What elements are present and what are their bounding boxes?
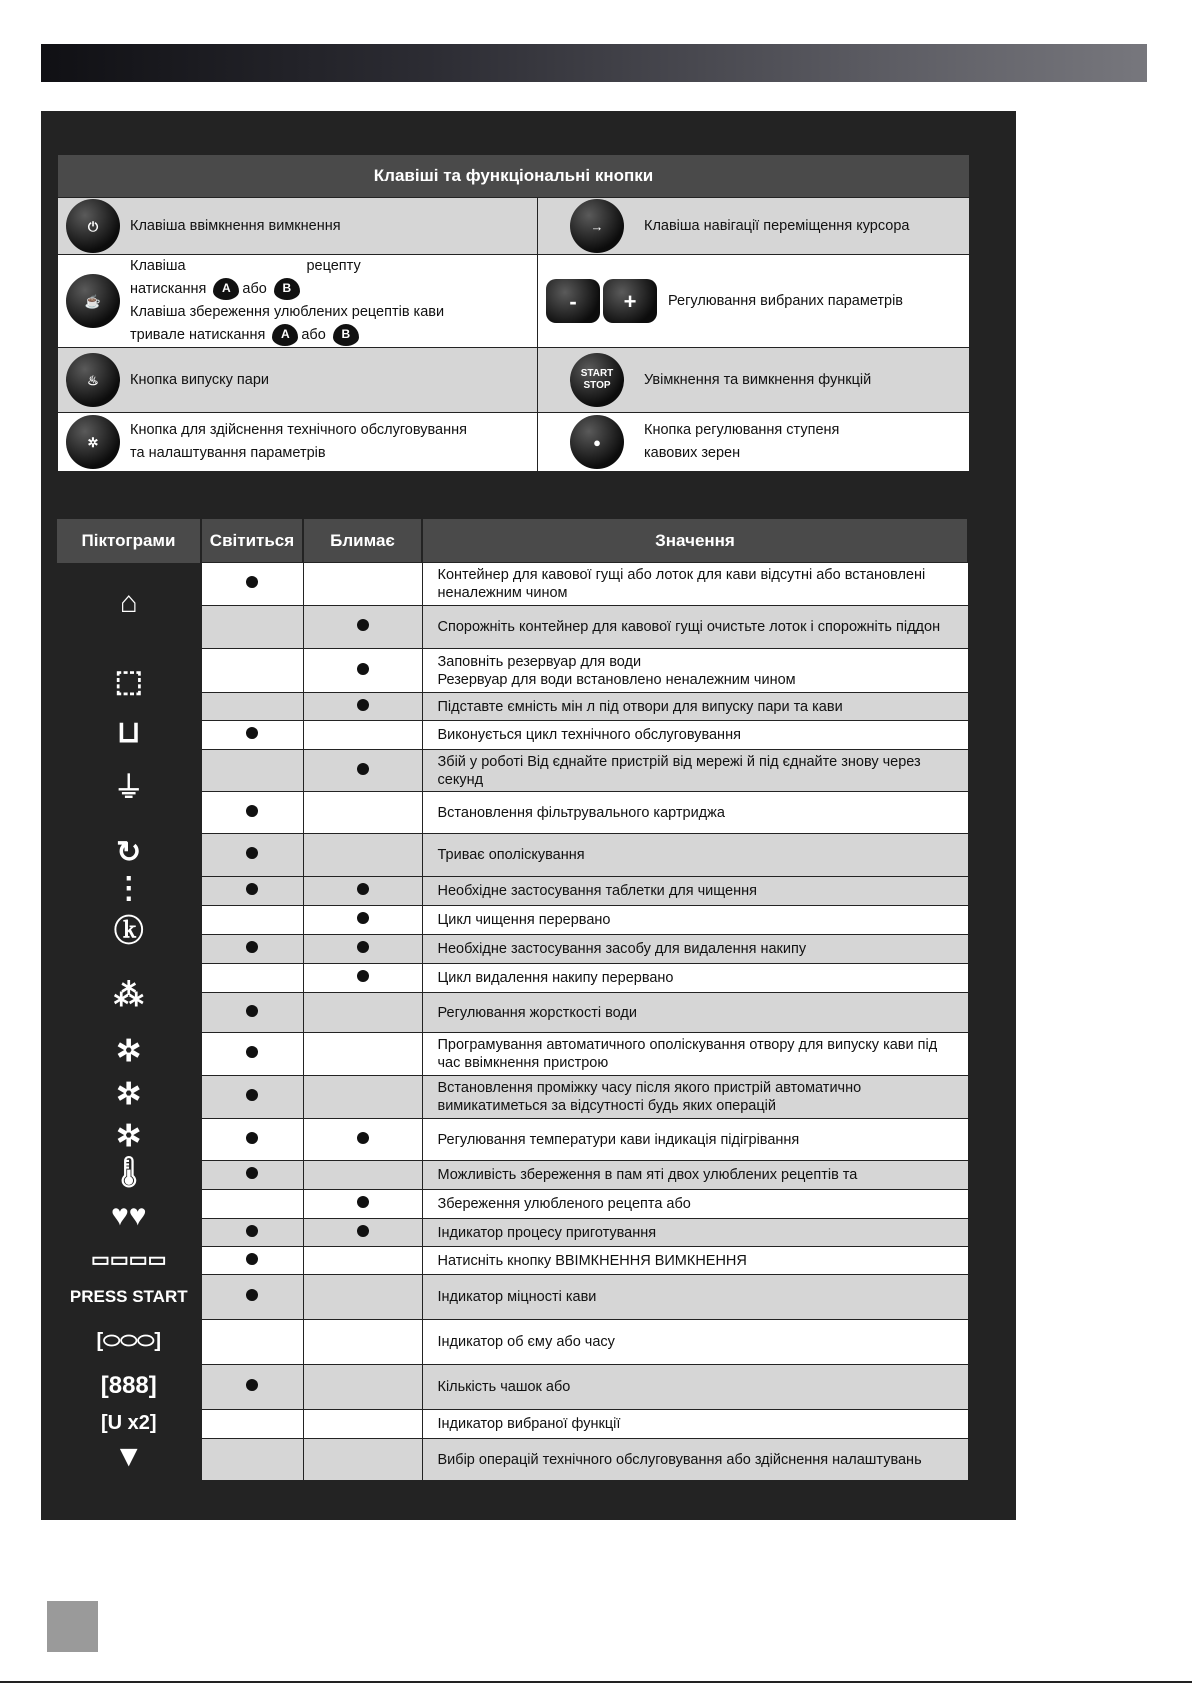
lit-cell: [201, 606, 303, 649]
blink-cell: [303, 935, 422, 964]
lit-cell: [201, 792, 303, 834]
or-label: або: [242, 281, 267, 297]
heart-a-icon: A: [213, 278, 239, 300]
table-row: [57, 964, 968, 993]
table-row: [57, 1320, 968, 1365]
bottom-rule: [0, 1681, 1192, 1683]
blink-cell: [303, 1410, 422, 1439]
grind-label-1: Кнопка регулювання ступеня: [644, 422, 840, 438]
header-bar: [41, 44, 1147, 82]
col-header-blink: Блимає: [303, 519, 422, 563]
blink-cell: [303, 1365, 422, 1410]
blink-cell: [303, 563, 422, 606]
meaning-cell: Регулювання жорсткості води: [422, 993, 968, 1033]
blink-cell: [303, 1119, 422, 1161]
lit-cell: [201, 1190, 303, 1219]
lit-cell: [201, 1275, 303, 1320]
water-container-icon: ⊔: [117, 715, 141, 749]
table-row: [57, 1076, 968, 1119]
maintenance-gear-icon: ✲: [66, 415, 120, 469]
heart-a-icon: A: [272, 324, 298, 346]
meaning-cell: Необхідне застосування засобу для видалення накипу: [422, 935, 968, 964]
power-key-label: Клавіша ввімкнення вимкнення: [130, 217, 341, 234]
blink-cell: [303, 1161, 422, 1190]
table-row: [57, 750, 968, 792]
blink-cell: [303, 606, 422, 649]
press-start-icon: [70, 1287, 188, 1306]
progress-bar-icon: ▭▭▭▭: [90, 1248, 167, 1271]
descale-icon: ⁂: [113, 978, 144, 1012]
lit-dot: [246, 1253, 258, 1265]
table-row: [57, 563, 968, 606]
meaning-cell: Встановлення проміжку часу після якого пристрій автоматично вимикатиметься за відсутності будь яких операцій: [422, 1076, 968, 1119]
steam-icon: ♨: [66, 353, 120, 407]
meaning-cell: Виконується цикл технічного обслуговування: [422, 721, 968, 750]
page-corner-marker: [47, 1601, 98, 1652]
lit-dot: [246, 883, 258, 895]
heart-b-icon: B: [274, 278, 300, 300]
table-row: [57, 877, 968, 906]
lit-cell: [201, 1320, 303, 1365]
navigation-key-label: Клавіша навігації переміщення курсора: [644, 217, 910, 234]
lit-dot: [246, 1225, 258, 1237]
start-text: START: [580, 368, 614, 379]
lit-cell: [201, 1119, 303, 1161]
power-icon: ⏻: [66, 199, 120, 253]
table-row: [57, 1161, 968, 1190]
lit-cell: [201, 1033, 303, 1076]
coffee-strength-icon: [⬭⬭⬭]: [96, 1330, 162, 1352]
auto-off-gear-icon: ✲: [116, 1120, 142, 1153]
blink-dot: [357, 1132, 369, 1144]
blink-cell: [303, 1320, 422, 1365]
lit-dot: [246, 805, 258, 817]
table-row: [57, 1119, 968, 1161]
rinse-gear-icon: ✲: [116, 1077, 142, 1111]
thermometer-icon: 🌡: [109, 1155, 148, 1189]
meaning-cell: Триває ополіскування: [422, 834, 968, 877]
cups-icon: [U x2]: [100, 1412, 157, 1434]
lit-cell: [201, 1247, 303, 1275]
meaning-cell: Індикатор міцності кави: [422, 1275, 968, 1320]
lit-cell: [201, 1076, 303, 1119]
lit-dot: [246, 727, 258, 739]
table-row: [57, 649, 968, 693]
lit-dot: [246, 1379, 258, 1391]
blink-cell: [303, 1190, 422, 1219]
lit-cell: [201, 693, 303, 721]
lit-cell: [201, 1439, 303, 1481]
adjust-label: Регулювання вибраних параметрів: [668, 292, 904, 309]
blink-cell: [303, 906, 422, 935]
meaning-cell: Цикл чищення перервано: [422, 906, 968, 935]
table-row: [57, 834, 968, 877]
meaning-cell: Заповніть резервуар для води Резервуар для води встановлено неналежним чином: [422, 649, 968, 693]
lit-dot: [246, 1005, 258, 1017]
meaning-cell: Індикатор об єму або часу: [422, 1320, 968, 1365]
lit-dot: [246, 847, 258, 859]
maintenance-label-2: та налаштування параметрів: [130, 445, 326, 461]
heart-ab-icon: ♥♥: [110, 1198, 147, 1232]
blink-cell: [303, 1247, 422, 1275]
table-row: [57, 906, 968, 935]
blink-dot: [357, 763, 369, 775]
blink-cell: [303, 792, 422, 834]
recipe-key-label: Клавіша рецепту: [130, 258, 361, 274]
start-text: START: [132, 1286, 188, 1306]
blink-cell: [303, 964, 422, 993]
lit-cell: [201, 834, 303, 877]
plus-icon: +: [603, 279, 657, 323]
meaning-cell: Індикатор вибраної функції: [422, 1410, 968, 1439]
lit-cell: [201, 993, 303, 1033]
lit-dot: [246, 941, 258, 953]
blink-dot: [357, 1225, 369, 1237]
col-header-lit: Світиться: [201, 519, 303, 563]
blink-cell: [303, 834, 422, 877]
lit-cell: [201, 750, 303, 792]
blink-dot: [357, 1196, 369, 1208]
blink-dot: [357, 883, 369, 895]
lit-cell: [201, 935, 303, 964]
steam-key-label: Кнопка випуску пари: [130, 371, 269, 388]
meaning-cell: Індикатор процесу приготування: [422, 1219, 968, 1247]
coffee-bean-icon: ●: [570, 415, 624, 469]
lit-cell: [201, 1161, 303, 1190]
keys-table: [57, 154, 970, 472]
or-label: або: [301, 327, 326, 343]
short-press-row: [130, 278, 444, 301]
lit-cell: [201, 563, 303, 606]
lit-cell: [201, 1365, 303, 1410]
cleaning-tablet-icon: ⓚ: [113, 915, 144, 948]
table-row: [57, 1190, 968, 1219]
table-row: [57, 1247, 968, 1275]
blink-cell: [303, 750, 422, 792]
lit-cell: [201, 1219, 303, 1247]
col-header-meaning: Значення: [422, 519, 968, 563]
lit-dot: [246, 1132, 258, 1144]
heart-b-icon: B: [333, 324, 359, 346]
blink-cell: [303, 877, 422, 906]
coffee-tray-icon: ⌂: [119, 586, 138, 619]
blink-dot: [357, 912, 369, 924]
meaning-cell: Контейнер для кавової гущі або лоток для кави відсутні або встановлені неналежним чином: [422, 563, 968, 606]
blink-dot: [357, 941, 369, 953]
meaning-cell: Вибір операцій технічного обслуговування або здійснення налаштувань: [422, 1439, 968, 1481]
lit-dot: [246, 1046, 258, 1058]
minus-icon: -: [546, 279, 600, 323]
recipe-cup-icon: ☕: [66, 274, 120, 328]
long-press-row: [130, 324, 444, 347]
stop-text: STOP: [583, 380, 611, 391]
lit-dot: [246, 1089, 258, 1101]
pictogram-table: [57, 519, 969, 1481]
blink-dot: [357, 699, 369, 711]
lit-dot: [246, 1167, 258, 1179]
blink-cell: [303, 693, 422, 721]
table-row: [57, 1439, 968, 1481]
blink-cell: [303, 1033, 422, 1076]
meaning-cell: Цикл видалення накипу перервано: [422, 964, 968, 993]
blink-dot: [357, 663, 369, 675]
blink-cell: [303, 1219, 422, 1247]
meaning-cell: Спорожніть контейнер для кавової гущі очистьте лоток і спорожніть піддон: [422, 606, 968, 649]
lit-cell: [201, 877, 303, 906]
start-stop-label: Увімкнення та вимкнення функцій: [644, 371, 872, 388]
meaning-cell: Кількість чашок або: [422, 1365, 968, 1410]
blink-cell: [303, 1439, 422, 1481]
meaning-cell: Збереження улюбленого рецепта або: [422, 1190, 968, 1219]
lit-cell: [201, 649, 303, 693]
save-recipe-label: Клавіша збереження улюблених рецептів кави: [130, 304, 445, 320]
grind-label-2: кавових зерен: [644, 445, 741, 461]
lit-dot: [246, 1289, 258, 1301]
keys-table-title: Клавіші та функціональні кнопки: [58, 155, 970, 198]
blink-cell: [303, 993, 422, 1033]
blink-cell: [303, 649, 422, 693]
table-row: [57, 721, 968, 750]
blink-cell: [303, 721, 422, 750]
meaning-cell: Збій у роботі Від єднайте пристрій від мережі й під єднайте знову через секунд: [422, 750, 968, 792]
lit-cell: [201, 721, 303, 750]
lit-cell: [201, 906, 303, 935]
lit-dot: [246, 576, 258, 588]
meaning-cell: Необхідне застосування таблетки для чищення: [422, 877, 968, 906]
arrow-right-icon: →: [570, 199, 624, 253]
water-hardness-gear-icon: ✲: [116, 1034, 142, 1068]
meaning-cell: Натисніть кнопку ВВІМКНЕННЯ ВИМКНЕННЯ: [422, 1247, 968, 1275]
filter-rotate-icon: ↻: [116, 835, 142, 869]
blink-cell: [303, 1076, 422, 1119]
start-stop-icon: [570, 353, 624, 407]
triangle-down-icon: ▼: [113, 1440, 144, 1473]
volume-time-display-icon: [888]: [100, 1371, 157, 1399]
col-header-pictograms: Піктограми: [57, 519, 201, 563]
long-press-label: тривале натискання: [130, 327, 266, 343]
blink-dot: [357, 970, 369, 982]
blink-dot: [357, 619, 369, 631]
blink-cell: [303, 1275, 422, 1320]
short-press-label: натискання: [130, 281, 207, 297]
press-text: PRESS: [69, 1286, 133, 1306]
meaning-cell: Встановлення фільтрувального картриджа: [422, 792, 968, 834]
lit-cell: [201, 1410, 303, 1439]
table-row: [57, 1275, 968, 1320]
meaning-cell: Програмування автоматичного ополіскування отвору для випуску кави під час ввімкнення пристрою: [422, 1033, 968, 1076]
meaning-cell: Підставте ємність мін л під отвори для випуску пари та кави: [422, 693, 968, 721]
rinse-icon: ⋮: [113, 871, 144, 905]
maintenance-label-1: Кнопка для здійснення технічного обслуговування: [130, 422, 467, 438]
lit-cell: [201, 964, 303, 993]
meaning-cell: Регулювання температури кави індикація підігрівання: [422, 1119, 968, 1161]
table-row: [57, 1410, 968, 1439]
meaning-cell: Можливість збереження в пам яті двох улюблених рецептів та: [422, 1161, 968, 1190]
table-row: [57, 1033, 968, 1076]
water-tank-icon: ⬚: [114, 665, 143, 698]
plug-icon: ⏚: [113, 772, 144, 805]
table-row: [57, 1365, 968, 1410]
minus-plus-keys: [546, 279, 660, 323]
